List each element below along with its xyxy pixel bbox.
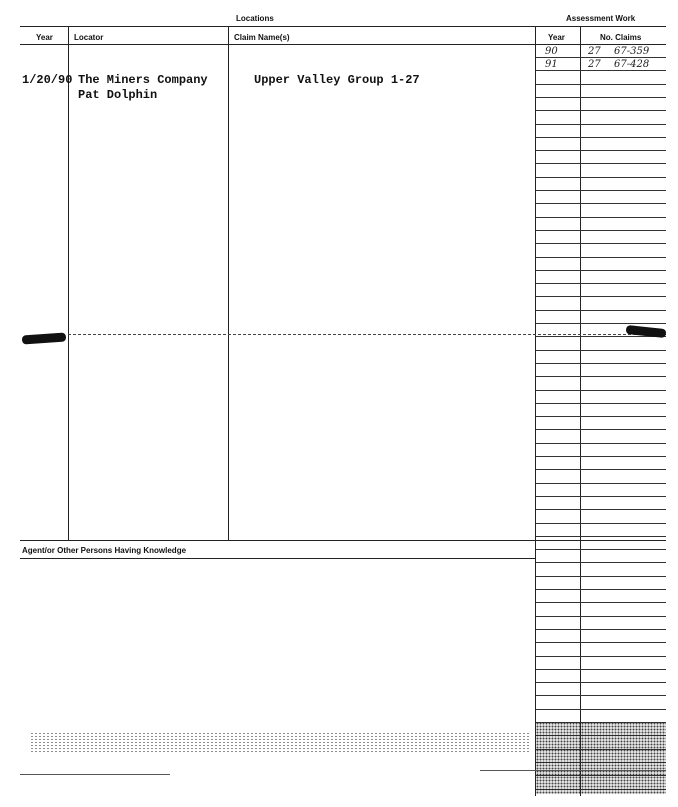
ledger-row-rule — [536, 549, 666, 550]
bottom-right-rule — [480, 770, 666, 771]
ledger-row-rule — [536, 376, 666, 377]
ledger-row-rule — [536, 669, 666, 670]
ledger-row-rule — [536, 576, 666, 577]
ledger-row-rule — [536, 443, 666, 444]
ledger-row-rule — [536, 283, 666, 284]
ledger-row-rule — [536, 390, 666, 391]
assessment-row-1-claims: 27 — [588, 46, 601, 57]
ledger-row-rule — [536, 257, 666, 258]
ledger-row-rule — [536, 469, 666, 470]
scan-noise-strip — [30, 732, 530, 754]
ledger-row-rule — [536, 310, 666, 311]
ledger-row-rule — [536, 137, 666, 138]
locator-column-header: Locator — [74, 33, 104, 42]
ledger-row-rule — [536, 97, 666, 98]
assessment-row-2-claims: 27 — [588, 59, 601, 70]
ledger-row-rule — [536, 124, 666, 125]
ledger-row-rule — [536, 296, 666, 297]
ledger-row-rule — [536, 656, 666, 657]
ledger-row-rule — [536, 163, 666, 164]
ledger-row-rule — [536, 616, 666, 617]
ledger-row-rule — [536, 70, 666, 71]
ledger-row-rule — [536, 523, 666, 524]
dashed-midline — [68, 334, 666, 335]
assessment-row-2-ref: 67-428 — [614, 59, 650, 70]
ledger-row-rule — [536, 642, 666, 643]
ledger-row-rule — [536, 682, 666, 683]
entry-claim-name: Upper Valley Group 1-27 — [254, 73, 420, 87]
ledger-row-rule — [536, 203, 666, 204]
assessment-row-1-year: 90 — [545, 46, 558, 57]
ledger-row-rule — [536, 363, 666, 364]
ledger-row-rule — [536, 509, 666, 510]
ledger-row-rule — [536, 709, 666, 710]
ledger-row-rule — [536, 336, 666, 337]
ledger-row-rule — [536, 403, 666, 404]
ledger-row-rule — [536, 483, 666, 484]
assessment-work-header: Assessment Work — [566, 14, 636, 23]
ledger-row-rule — [536, 84, 666, 85]
ledger-row-rule — [536, 230, 666, 231]
ledger-row-rule — [536, 270, 666, 271]
ledger-row-rule — [536, 243, 666, 244]
agent-section-header: Agent/or Other Persons Having Knowledge — [22, 546, 187, 555]
ledger-row-rule — [536, 150, 666, 151]
ledger-row-rule — [536, 496, 666, 497]
claim-names-column-header: Claim Name(s) — [234, 33, 290, 42]
ledger-row-rule — [536, 536, 666, 537]
aw-year-column-header: Year — [548, 33, 565, 42]
ledger-row-rule — [536, 217, 666, 218]
assessment-row-1-ref: 67-359 — [614, 46, 650, 57]
aw-no-claims-column-header: No. Claims — [600, 33, 642, 42]
entry-date: 1/20/90 — [22, 73, 73, 87]
ledger-row-rule — [536, 695, 666, 696]
year-column-header: Year — [36, 33, 53, 42]
locations-header: Locations — [236, 14, 274, 23]
ledger-row-rule — [536, 190, 666, 191]
entry-locator-line2: Pat Dolphin — [78, 88, 158, 102]
assessment-row-2-year: 91 — [545, 59, 558, 70]
ledger-row-rule — [536, 602, 666, 603]
entry-locator-line1: The Miners Company — [78, 73, 208, 87]
ledger-row-rule — [536, 589, 666, 590]
ledger-row-rule — [536, 350, 666, 351]
ledger-row-rule — [536, 110, 666, 111]
ledger-row-rule — [536, 562, 666, 563]
bottom-partial-rule — [20, 774, 170, 775]
ledger-row-rule — [536, 177, 666, 178]
ledger-row-rule — [536, 416, 666, 417]
ledger-row-rule — [536, 456, 666, 457]
ledger-row-rule — [536, 629, 666, 630]
scan-noise-dark-block — [536, 722, 666, 794]
ledger-row-rule — [536, 323, 666, 324]
ledger-row-rule — [536, 57, 666, 58]
ledger-row-rule — [536, 429, 666, 430]
